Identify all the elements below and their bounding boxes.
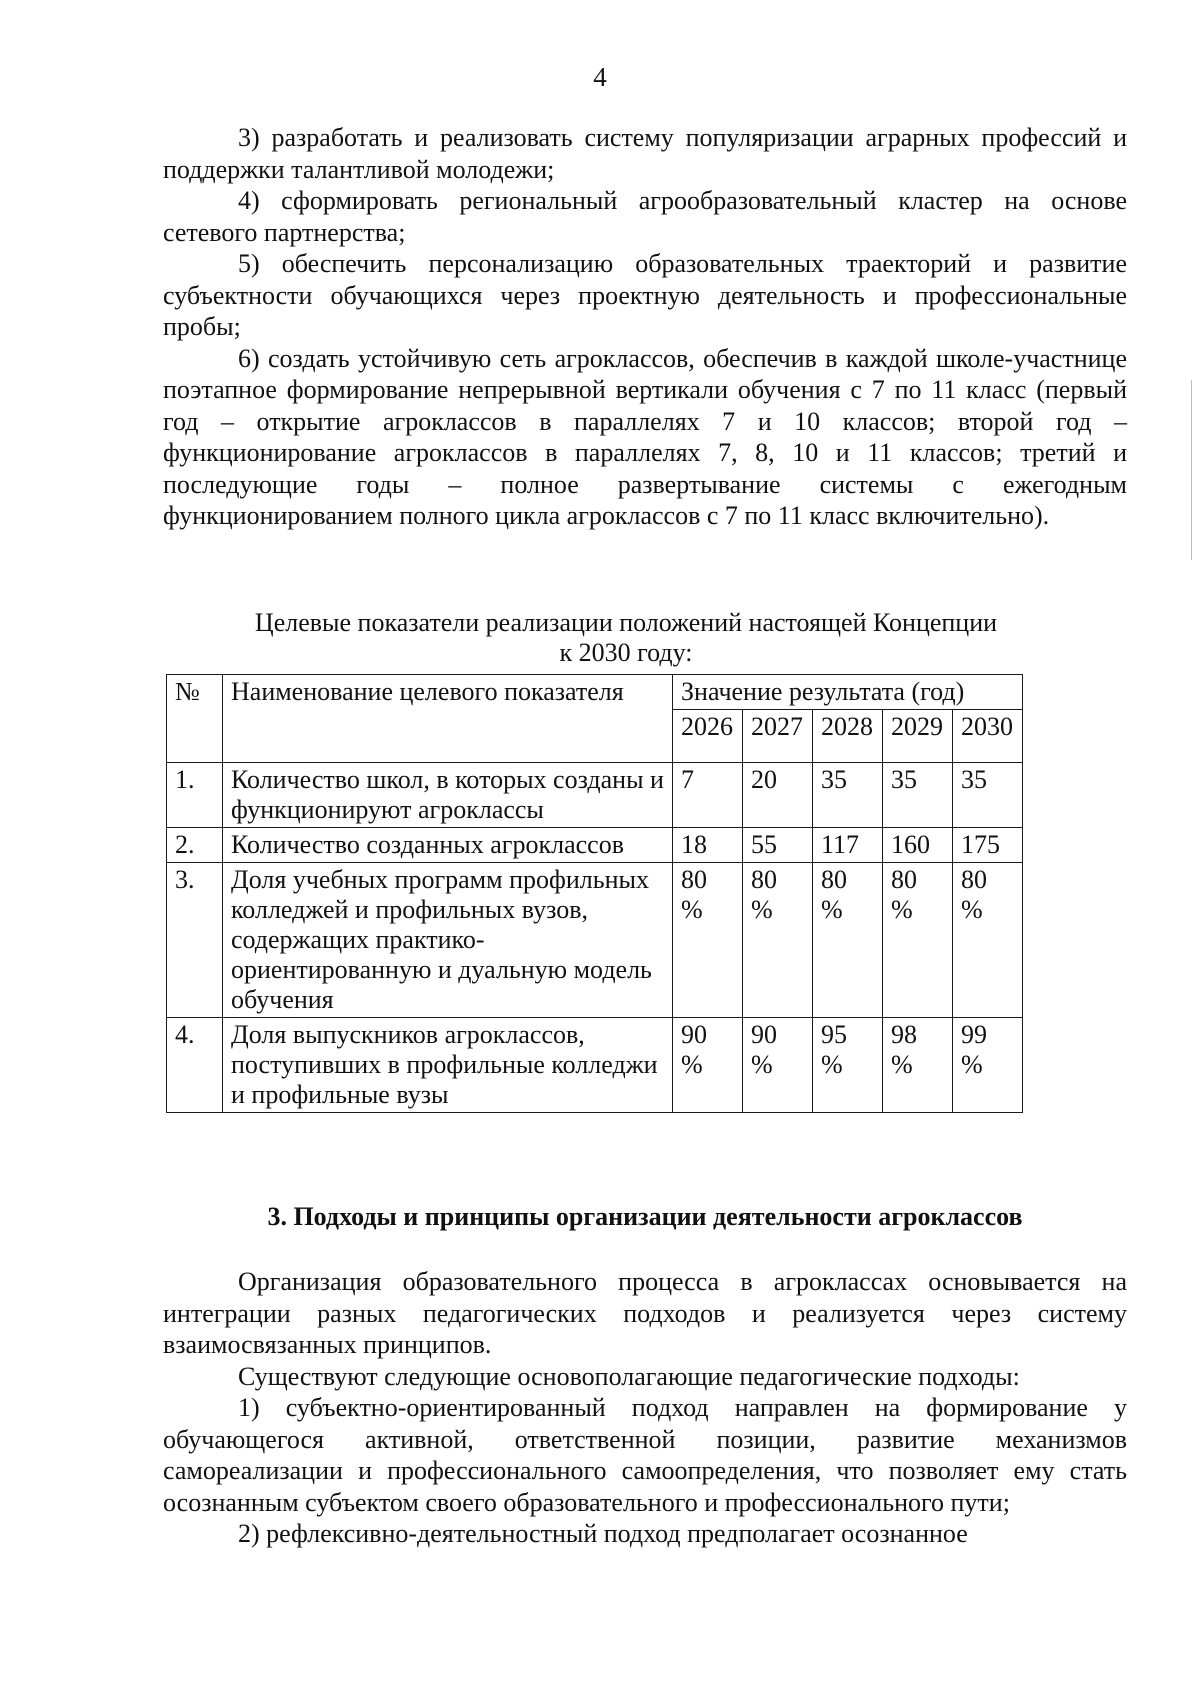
row-value: 80 % — [673, 863, 743, 1018]
row-name: Количество созданных агроклассов — [223, 828, 673, 863]
header-num: № — [167, 675, 223, 763]
section-paragraph: Организация образовательного процесса в агроклассах основывается на интеграции разных педагогических подходов и реализуется через систему взаимосвязанных принципов. — [163, 1267, 1127, 1359]
row-value: 35 — [953, 763, 1023, 828]
row-value: 90 % — [673, 1018, 743, 1113]
row-value: 35 — [813, 763, 883, 828]
row-value: 55 — [743, 828, 813, 863]
table-caption-line2: к 2030 году: — [559, 638, 693, 667]
row-name: Доля выпускников агроклассов, поступивших в профильные колледжи и профильные вузы — [223, 1018, 673, 1113]
list-item: 4) сформировать региональный агрообразовательный кластер на основе сетевого партнерства; — [163, 186, 1127, 247]
row-value: 80 % — [743, 863, 813, 1018]
targets-table — [166, 674, 1023, 1113]
row-value: 20 — [743, 763, 813, 828]
row-num: 1. — [167, 763, 223, 828]
row-value: 18 — [673, 828, 743, 863]
header-year: 2026 — [673, 710, 743, 763]
table-caption — [163, 608, 1089, 668]
header-value-group: Значение результата (год) — [673, 675, 1023, 710]
row-value: 160 — [883, 828, 953, 863]
row-name: Доля учебных программ профильных колледжей и профильных вузов, содержащих практико-ориентированную и дуальную модель обучения — [223, 863, 673, 1018]
table-row — [167, 863, 1023, 1018]
section-title: 3. Подходы и принципы организации деятельности агроклассов — [267, 1202, 1023, 1231]
table-header-row — [167, 675, 1023, 710]
row-value: 35 — [883, 763, 953, 828]
table-row — [167, 828, 1023, 863]
page-number: 4 — [593, 62, 607, 92]
row-value: 90 % — [743, 1018, 813, 1113]
scan-margin-line — [1191, 380, 1192, 560]
row-name: Количество школ, в которых созданы и функционируют агроклассы — [223, 763, 673, 828]
row-value: 80 % — [813, 863, 883, 1018]
section-paragraph: 1) субъектно-ориентированный подход направлен на формирование у обучающегося активной, ответственной позиции, развитие механизмов самореализации и профессионального самоопределения, что позволяет ему стать осознанным субъектом своего образовательного и профессионального пути; — [163, 1393, 1127, 1517]
row-value: 175 — [953, 828, 1023, 863]
header-year: 2027 — [743, 710, 813, 763]
row-num: 3. — [167, 863, 223, 1018]
header-year: 2030 — [953, 710, 1023, 763]
row-value: 117 — [813, 828, 883, 863]
section-paragraph: Существуют следующие основополагающие педагогические подходы: — [238, 1361, 1020, 1391]
row-num: 2. — [167, 828, 223, 863]
table-caption-line1: Целевые показатели реализации положений настоящей Концепции — [254, 608, 998, 637]
intro-list — [163, 122, 1127, 532]
list-item: 5) обеспечить персонализацию образовательных траекторий и развитие субъектности обучающихся через проектную деятельность и профессиональные пробы; — [163, 249, 1127, 341]
list-item: 3) разработать и реализовать систему популяризации аграрных профессий и поддержки талантливой молодежи; — [163, 123, 1127, 184]
row-num: 4. — [167, 1018, 223, 1113]
row-value: 7 — [673, 763, 743, 828]
section-body — [163, 1266, 1127, 1550]
row-value: 80 % — [883, 863, 953, 1018]
row-value: 99 % — [953, 1018, 1023, 1113]
list-item: 6) создать устойчивую сеть агроклассов, обеспечив в каждой школе-участнице поэтапное формирование непрерывной вертикали обучения с 7 по 11 класс (первый год – открытие агроклассов в параллелях 7 и 10 классов; второй год – функционирование агроклассов в параллелях 7, 8, 10 и 11 классов; третий и последующие годы – полное развертывание системы с ежегодным функционированием полного цикла агроклассов с 7 по 11 класс включительно). — [163, 343, 1127, 530]
header-name: Наименование целевого показателя — [223, 675, 673, 763]
row-value: 80 % — [953, 863, 1023, 1018]
header-year: 2028 — [813, 710, 883, 763]
table-row — [167, 1018, 1023, 1113]
table-row — [167, 763, 1023, 828]
row-value: 95 % — [813, 1018, 883, 1113]
row-value: 98 % — [883, 1018, 953, 1113]
header-year: 2029 — [883, 710, 953, 763]
section-paragraph: 2) рефлексивно-деятельностный подход предполагает осознанное — [238, 1519, 968, 1548]
